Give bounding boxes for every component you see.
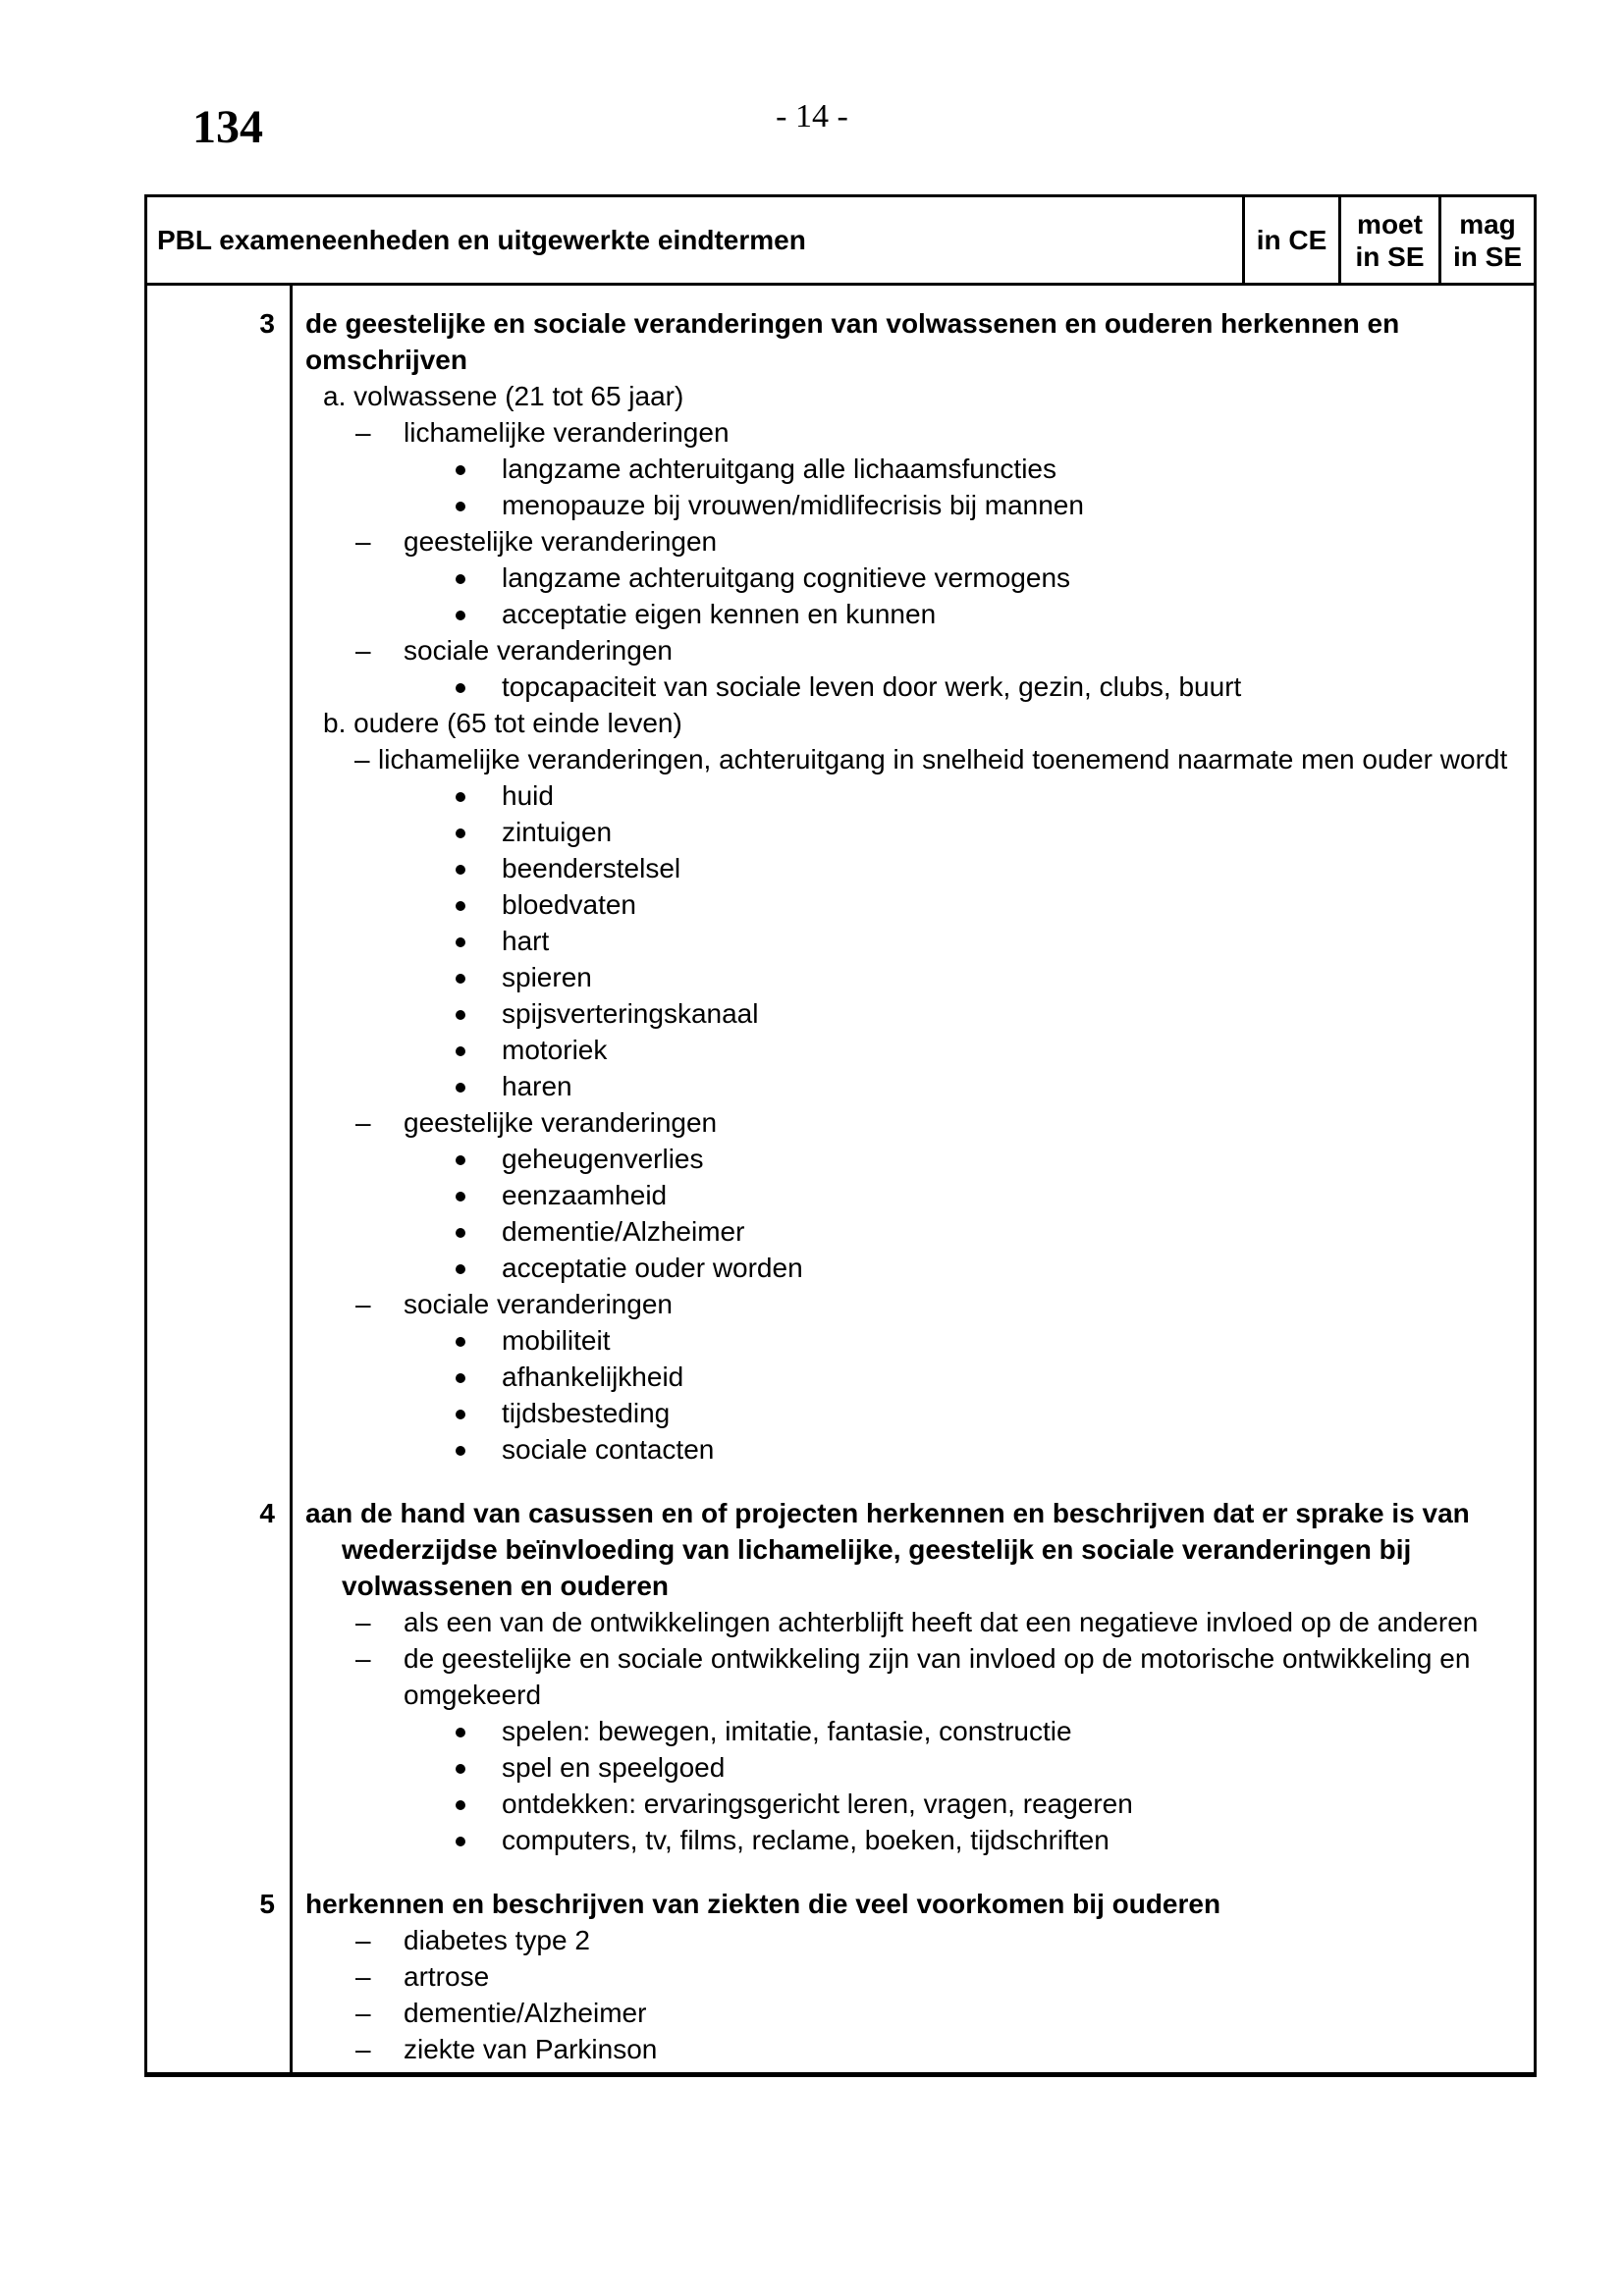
item-line — [293, 1322, 1534, 1359]
item-line-text: geheugenverlies — [502, 1144, 704, 1174]
item-line-text: de geestelijke en sociale ontwikkeling zijn van invloed op de motorische ontwikkeling en — [404, 1643, 1471, 1674]
item-line-text: b. oudere (65 tot einde leven) — [323, 708, 682, 738]
item-line-text: ziekte van Parkinson — [404, 2034, 658, 2064]
item-line — [293, 1359, 1534, 1395]
item-line-text: sociale veranderingen — [404, 1289, 673, 1319]
item-line-text: acceptatie eigen kennen en kunnen — [502, 599, 937, 629]
item-line — [293, 1431, 1534, 1468]
item-line — [293, 1177, 1534, 1213]
item-line — [293, 741, 1534, 777]
bullet-marker — [456, 1837, 465, 1846]
bullet-marker — [456, 1410, 465, 1419]
bullet-marker — [456, 683, 465, 693]
item-line-text: lichamelijke veranderingen, achteruitgang in snelheid toenemend naarmate men ouder wordt — [378, 744, 1508, 774]
bullet-marker — [456, 1764, 465, 1774]
item-number: 5 — [259, 1889, 275, 1919]
item-line-text: mobiliteit — [502, 1325, 611, 1356]
item-line-text: menopauze bij vrouwen/midlifecrisis bij mannen — [502, 490, 1084, 520]
dash-marker: – — [355, 1289, 371, 1319]
item-line-text: spel en speelgoed — [502, 1752, 726, 1783]
item-line-text: geestelijke veranderingen — [404, 1107, 718, 1138]
header-col-in-ce-label: in CE — [1256, 225, 1327, 255]
item-line — [293, 1250, 1534, 1286]
item-line — [293, 886, 1534, 923]
item-line-text: spieren — [502, 962, 592, 992]
bullet-marker — [456, 1046, 465, 1056]
item-line — [293, 1713, 1534, 1749]
item-line — [293, 923, 1534, 959]
table-item — [147, 305, 1534, 1468]
bullet-marker — [456, 1800, 465, 1810]
item-line-text: tijdsbesteding — [502, 1398, 671, 1428]
item-line-text: spijsverteringskanaal — [502, 998, 759, 1029]
page-number: 134 — [192, 101, 263, 153]
item-line — [293, 451, 1534, 487]
dash-marker: – — [355, 635, 371, 666]
dash-marker: – — [355, 417, 371, 448]
item-line-text: haren — [502, 1071, 572, 1101]
item-line — [293, 1213, 1534, 1250]
item-line-text: afhankelijkheid — [502, 1362, 684, 1392]
item-lines — [293, 305, 1534, 1468]
bullet-marker — [456, 828, 465, 838]
item-line — [293, 1786, 1534, 1822]
item-line-text: lichamelijke veranderingen — [404, 417, 730, 448]
item-line — [293, 1822, 1534, 1858]
item-line-text: spelen: bewegen, imitatie, fantasie, constructie — [502, 1716, 1072, 1746]
item-line-text: hart — [502, 926, 550, 956]
item-line-text: aan de hand van casussen en of projecten herkennen en beschrijven dat er sprake is van — [305, 1498, 1470, 1528]
item-line — [293, 1141, 1534, 1177]
item-line — [293, 1677, 1534, 1713]
bullet-marker — [456, 901, 465, 911]
item-line — [293, 668, 1534, 705]
table-item — [147, 1886, 1534, 2067]
bullet-marker — [456, 1728, 465, 1737]
item-line — [293, 342, 1534, 378]
item-lines — [293, 1495, 1534, 1858]
item-line-text: dementie/Alzheimer — [502, 1216, 745, 1247]
item-line — [293, 487, 1534, 523]
item-line-text: als een van de ontwikkelingen achterblijft heeft dat een negatieve invloed op de anderen — [404, 1607, 1479, 1637]
bullet-marker — [456, 1337, 465, 1347]
item-number: 3 — [259, 308, 275, 339]
item-line-text: eenzaamheid — [502, 1180, 668, 1210]
item-line-text: ontdekken: ervaringsgericht leren, vragen, reageren — [502, 1789, 1133, 1819]
item-line-text: bloedvaten — [502, 889, 637, 920]
item-line-text: a. volwassene (21 tot 65 jaar) — [323, 381, 684, 411]
bullet-marker — [456, 1373, 465, 1383]
bullet-marker — [456, 1228, 465, 1238]
item-line — [293, 2031, 1534, 2067]
bullet-marker — [456, 574, 465, 584]
item-line — [293, 1749, 1534, 1786]
bullet-marker — [456, 465, 465, 475]
item-line — [293, 1395, 1534, 1431]
item-line — [293, 1886, 1534, 1922]
bullet-marker — [456, 792, 465, 802]
item-line — [293, 1531, 1534, 1568]
dash-marker: – — [355, 1607, 371, 1637]
item-line-text: dementie/Alzheimer — [404, 1998, 647, 2028]
bullet-marker — [456, 865, 465, 875]
item-line-text: langzame achteruitgang cognitieve vermogens — [502, 562, 1071, 593]
item-line-text: diabetes type 2 — [404, 1925, 590, 1955]
table-header-row — [147, 197, 1534, 286]
item-line-text: geestelijke veranderingen — [404, 526, 718, 557]
bullet-marker — [456, 1192, 465, 1201]
bullet-marker — [456, 937, 465, 947]
item-line — [293, 378, 1534, 414]
dash-marker: – — [355, 1107, 371, 1138]
header-title: PBL exameneenheden en uitgewerkte eindtermen — [157, 224, 806, 255]
item-line-text: topcapaciteit van sociale leven door werk, gezin, clubs, buurt — [502, 671, 1242, 702]
dash-marker: – — [355, 1925, 371, 1955]
bullet-marker — [456, 502, 465, 511]
dash-marker: – — [355, 1961, 371, 1992]
item-line — [293, 1032, 1534, 1068]
item-line-text: sociale veranderingen — [404, 635, 673, 666]
item-line-text: herkennen en beschrijven van ziekten die veel voorkomen bij ouderen — [305, 1889, 1221, 1919]
dash-marker: – — [355, 1998, 371, 2028]
item-line — [293, 414, 1534, 451]
item-line — [293, 596, 1534, 632]
item-line — [293, 1495, 1534, 1531]
item-line — [293, 705, 1534, 741]
table-item — [147, 1495, 1534, 1858]
item-line-text: beenderstelsel — [502, 853, 681, 883]
item-line-text: artrose — [404, 1961, 490, 1992]
item-line-text: langzame achteruitgang alle lichaamsfuncties — [502, 454, 1056, 484]
dash-marker: – — [355, 526, 371, 557]
item-line — [293, 1995, 1534, 2031]
item-line-text: huid — [502, 780, 554, 811]
item-line — [293, 850, 1534, 886]
item-line-text: motoriek — [502, 1035, 608, 1065]
item-line-text: wederzijdse beïnvloeding van lichamelijke, geestelijk en sociale veranderingen bij — [342, 1534, 1412, 1565]
item-lines — [293, 1886, 1534, 2067]
item-number: 4 — [259, 1498, 275, 1528]
item-line — [293, 1104, 1534, 1141]
item-line-text: acceptatie ouder worden — [502, 1253, 803, 1283]
item-line — [293, 1922, 1534, 1958]
item-line — [293, 1068, 1534, 1104]
table-body-items — [147, 305, 1534, 2067]
header-col-mag-label-line2: in SE — [1452, 240, 1522, 272]
bullet-marker — [456, 611, 465, 620]
exam-table — [144, 194, 1537, 2077]
item-line — [293, 995, 1534, 1032]
dash-marker: – — [355, 1643, 371, 1674]
bullet-marker — [456, 1264, 465, 1274]
item-line — [293, 777, 1534, 814]
item-line — [293, 1640, 1534, 1677]
dash-marker: – — [355, 2034, 371, 2064]
item-line-text: omgekeerd — [404, 1680, 542, 1710]
item-line — [293, 1604, 1534, 1640]
item-line — [293, 305, 1534, 342]
item-line-text: omschrijven — [305, 345, 467, 375]
item-line — [293, 959, 1534, 995]
item-line — [293, 632, 1534, 668]
item-line-text: computers, tv, films, reclame, boeken, tijdschriften — [502, 1825, 1110, 1855]
item-line-text: volwassenen en ouderen — [342, 1571, 669, 1601]
folio-number: - 14 - — [776, 98, 848, 134]
item-line — [293, 523, 1534, 560]
item-line-text: zintuigen — [502, 817, 613, 847]
bullet-marker — [456, 1446, 465, 1456]
header-col-moet-in-se — [1338, 197, 1438, 283]
bullet-marker — [456, 1083, 465, 1093]
bullet-marker — [456, 1010, 465, 1020]
bullet-marker — [456, 1155, 465, 1165]
item-line-text: sociale contacten — [502, 1434, 715, 1465]
header-col-in-ce — [1242, 197, 1338, 283]
item-line — [293, 560, 1534, 596]
bullet-marker — [456, 974, 465, 984]
header-col-mag-label-line1: mag — [1459, 208, 1516, 240]
header-col-moet-label-line2: in SE — [1355, 240, 1425, 272]
item-line — [293, 1286, 1534, 1322]
item-line — [293, 1568, 1534, 1604]
item-line — [293, 1958, 1534, 1995]
dash-marker: – — [354, 744, 370, 774]
table-body — [147, 286, 1534, 2072]
header-col-moet-label-line1: moet — [1357, 208, 1423, 240]
item-line-text: de geestelijke en sociale veranderingen van volwassenen en ouderen herkennen en — [305, 308, 1400, 339]
item-line — [293, 814, 1534, 850]
header-col-mag-in-se — [1438, 197, 1534, 283]
